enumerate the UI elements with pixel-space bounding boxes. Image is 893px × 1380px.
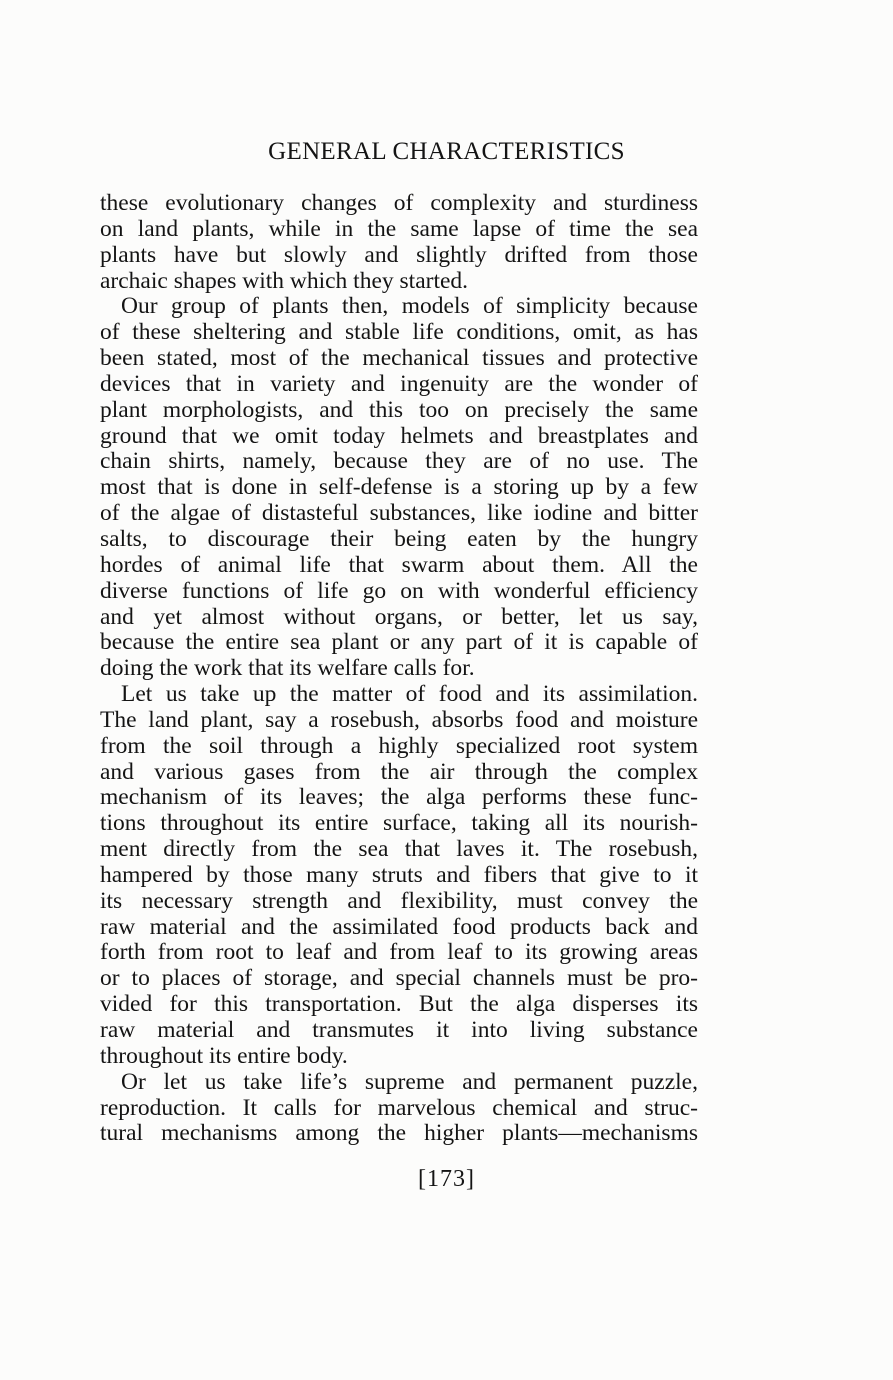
text-line: been stated, most of the mechanical tissues and protective	[100, 346, 698, 372]
body-text	[100, 191, 698, 1147]
paragraph	[100, 294, 698, 682]
text-line: and various gases from the air through the complex	[100, 759, 698, 785]
text-line: raw material and the assimilated food products back and	[100, 914, 698, 940]
text-line: mechanism of its leaves; the alga performs these func-	[100, 785, 698, 811]
paragraph	[100, 191, 698, 294]
text-line: forth from root to leaf and from leaf to its growing areas	[100, 940, 698, 966]
text-line: Or let us take life’s supreme and permanent puzzle,	[121, 1069, 698, 1095]
text-line: most that is done in self-defense is a storing up by a few	[100, 475, 698, 501]
text-line: hordes of animal life that swarm about them. All the	[100, 552, 698, 578]
text-line: salts, to discourage their being eaten by the hungry	[100, 526, 698, 552]
text-line: on land plants, while in the same lapse of time the sea	[100, 216, 698, 242]
text-line: hampered by those many struts and fibers that give to it	[100, 862, 698, 888]
text-line: these evolutionary changes of complexity and sturdiness	[100, 191, 698, 216]
paragraph	[100, 682, 698, 1070]
text-line: and yet almost without organs, or better, let us say,	[100, 604, 698, 630]
text-line: or to places of storage, and special channels must be pro-	[100, 966, 698, 992]
text-line: doing the work that its welfare calls for.	[100, 656, 475, 682]
page-number: [173]	[418, 1166, 475, 1192]
text-line: devices that in variety and ingenuity are the wonder of	[100, 371, 698, 397]
text-line: The land plant, say a rosebush, absorbs food and moisture	[100, 707, 698, 733]
text-line: Our group of plants then, models of simplicity because	[121, 294, 698, 320]
text-line: reproduction. It calls for marvelous chemical and struc-	[100, 1095, 698, 1121]
paragraph	[100, 1070, 698, 1148]
text-line: plants have but slowly and slightly drifted from those	[100, 242, 698, 268]
text-line: ground that we omit today helmets and breastplates and	[100, 423, 698, 449]
text-line: tural mechanisms among the higher plants—mechanisms	[100, 1121, 698, 1147]
text-line: chain shirts, namely, because they are of no use. The	[100, 449, 698, 475]
text-line: from the soil through a highly specialized root system	[100, 733, 698, 759]
text-line: plant morphologists, and this too on precisely the same	[100, 397, 698, 423]
text-line: diverse functions of life go on with wonderful efficiency	[100, 578, 698, 604]
running-header: GENERAL CHARACTERISTICS	[268, 138, 625, 165]
text-line: ment directly from the sea that laves it. The rosebush,	[100, 837, 698, 863]
text-line: raw material and transmutes it into living substance	[100, 1018, 698, 1043]
text-line: of the algae of distasteful substances, like iodine and bitter	[100, 501, 698, 527]
text-line: Let us take up the matter of food and its assimilation.	[121, 682, 698, 708]
text-line: archaic shapes with which they started.	[100, 268, 469, 294]
text-line: of these sheltering and stable life conditions, omit, as has	[100, 320, 698, 346]
text-line: vided for this transportation. But the alga disperses its	[100, 992, 698, 1018]
text-line: tions throughout its entire surface, taking all its nourish-	[100, 811, 698, 837]
text-line: because the entire sea plant or any part of it is capable of	[100, 630, 698, 656]
text-line: its necessary strength and flexibility, must convey the	[100, 888, 698, 914]
text-line: throughout its entire body.	[100, 1043, 348, 1069]
